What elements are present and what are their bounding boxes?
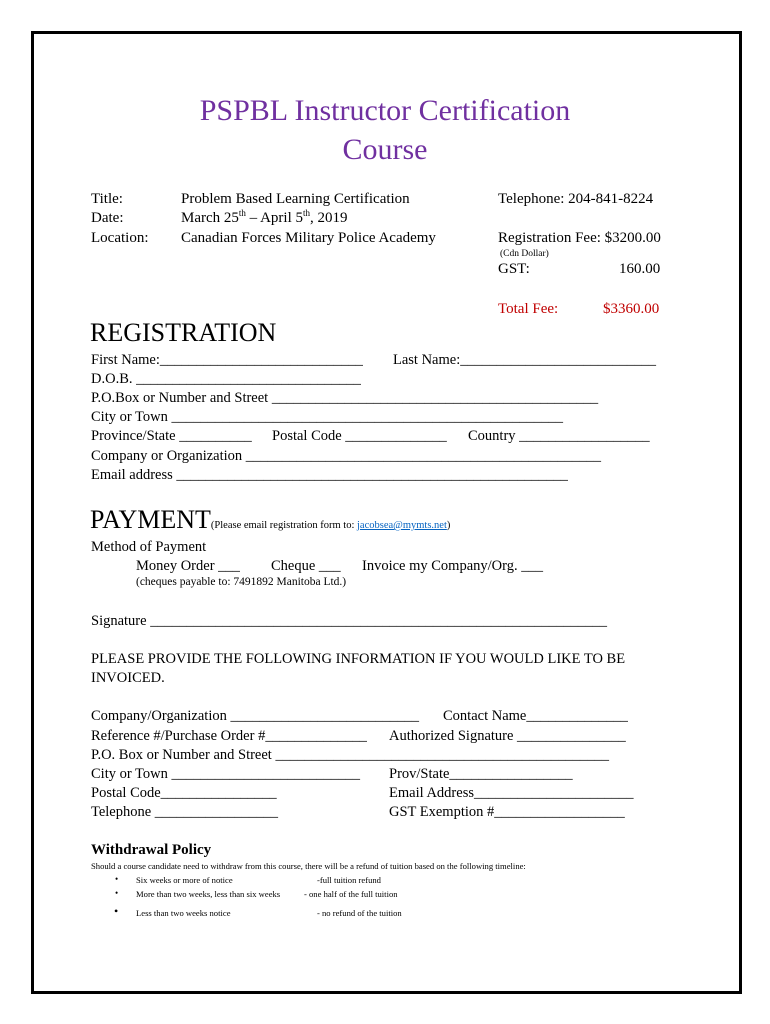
address-field[interactable]: P.O.Box or Number and Street _____________________________________________: [91, 390, 599, 406]
withdrawal-period: More than two weeks, less than six weeks: [136, 889, 281, 899]
invoice-prov-field[interactable]: Prov/State_________________: [389, 766, 573, 782]
withdrawal-heading: Withdrawal Policy: [91, 842, 212, 858]
invoice-gst-exemption-field[interactable]: GST Exemption #__________________: [389, 804, 625, 820]
bullet-icon: •: [115, 888, 119, 898]
invoice-postal-field[interactable]: Postal Code________________: [91, 785, 277, 801]
registration-heading: REGISTRATION: [90, 318, 277, 347]
invoice-city-field[interactable]: City or Town __________________________: [91, 766, 360, 782]
bullet-icon: •: [115, 874, 119, 884]
page-title-line2: Course: [342, 133, 428, 166]
company-field[interactable]: Company or Organization _________________________________________________: [91, 448, 602, 464]
invoice-reference-field[interactable]: Reference #/Purchase Order #______________: [91, 728, 367, 744]
cheque-option[interactable]: Cheque ___: [271, 558, 341, 574]
registration-fee: Registration Fee: $3200.00: [498, 230, 661, 246]
payment-heading-row: [90, 505, 450, 535]
telephone: Telephone: 204-841-8224: [498, 191, 654, 207]
first-name-field[interactable]: First Name:____________________________: [91, 352, 363, 368]
gst-label: GST:: [498, 261, 530, 277]
email-field[interactable]: Email address ______________________________________________________: [91, 467, 568, 483]
payment-heading: PAYMENT: [90, 505, 211, 534]
date-label: Date:: [91, 210, 124, 226]
dob-field[interactable]: D.O.B. _______________________________: [91, 371, 361, 387]
invoice-contact-field[interactable]: Contact Name______________: [443, 708, 628, 724]
payment-email-link[interactable]: jacobsea@mymts.net: [357, 520, 447, 531]
withdrawal-intro: Should a course candidate need to withdraw from this course, there will be a refund of tuition based on the following timeline:: [91, 861, 526, 871]
invoice-company-field[interactable]: Company/Organization __________________________: [91, 708, 419, 724]
last-name-field[interactable]: Last Name:___________________________: [393, 352, 656, 368]
location-label: Location:: [91, 230, 149, 246]
page-title-line1: PSPBL Instructor Certification: [199, 94, 571, 127]
invoice-telephone-field[interactable]: Telephone _________________: [91, 804, 279, 820]
title-label: Title:: [91, 191, 123, 207]
payment-note: (Please email registration form to: jacobsea@mymts.net): [210, 520, 451, 531]
invoice-notice-line2: INVOICED.: [91, 670, 165, 686]
cheque-note: (cheques payable to: 7491892 Manitoba Ltd.): [136, 576, 347, 588]
currency-note: (Cdn Dollar): [500, 249, 549, 259]
gst-value: 160.00: [619, 261, 661, 277]
invoice-authorized-signature-field[interactable]: Authorized Signature _______________: [389, 728, 626, 744]
course-date: March 25th – April 5th, 2019: [181, 208, 348, 226]
postal-code-field[interactable]: Postal Code ______________: [272, 428, 447, 444]
money-order-option[interactable]: Money Order ___: [136, 558, 240, 574]
country-field[interactable]: Country __________________: [468, 428, 650, 444]
invoice-address-field[interactable]: P.O. Box or Number and Street ______________________________________________: [91, 747, 609, 763]
course-location: Canadian Forces Military Police Academy: [181, 230, 436, 246]
total-fee-value: $3360.00: [603, 301, 660, 317]
province-field[interactable]: Province/State __________: [91, 428, 252, 444]
course-title: Problem Based Learning Certification: [181, 191, 410, 207]
invoice-notice-line1: PLEASE PROVIDE THE FOLLOWING INFORMATION IF YOU WOULD LIKE TO BE: [91, 651, 626, 667]
withdrawal-period: Six weeks or more of notice: [136, 875, 233, 885]
invoice-email-field[interactable]: Email Address______________________: [389, 785, 634, 801]
signature-field[interactable]: Signature _______________________________________________________________: [91, 613, 607, 629]
invoice-option[interactable]: Invoice my Company/Org. ___: [362, 558, 543, 574]
city-field[interactable]: City or Town ______________________________________________________: [91, 409, 563, 425]
withdrawal-refund: -full tuition refund: [317, 875, 381, 885]
total-fee-label: Total Fee:: [498, 301, 559, 317]
bullet-icon: •: [114, 904, 119, 918]
withdrawal-period: Less than two weeks notice: [136, 908, 231, 918]
withdrawal-refund: - no refund of the tuition: [317, 908, 402, 918]
withdrawal-refund: - one half of the full tuition: [304, 889, 398, 899]
payment-method-label: Method of Payment: [91, 539, 207, 555]
